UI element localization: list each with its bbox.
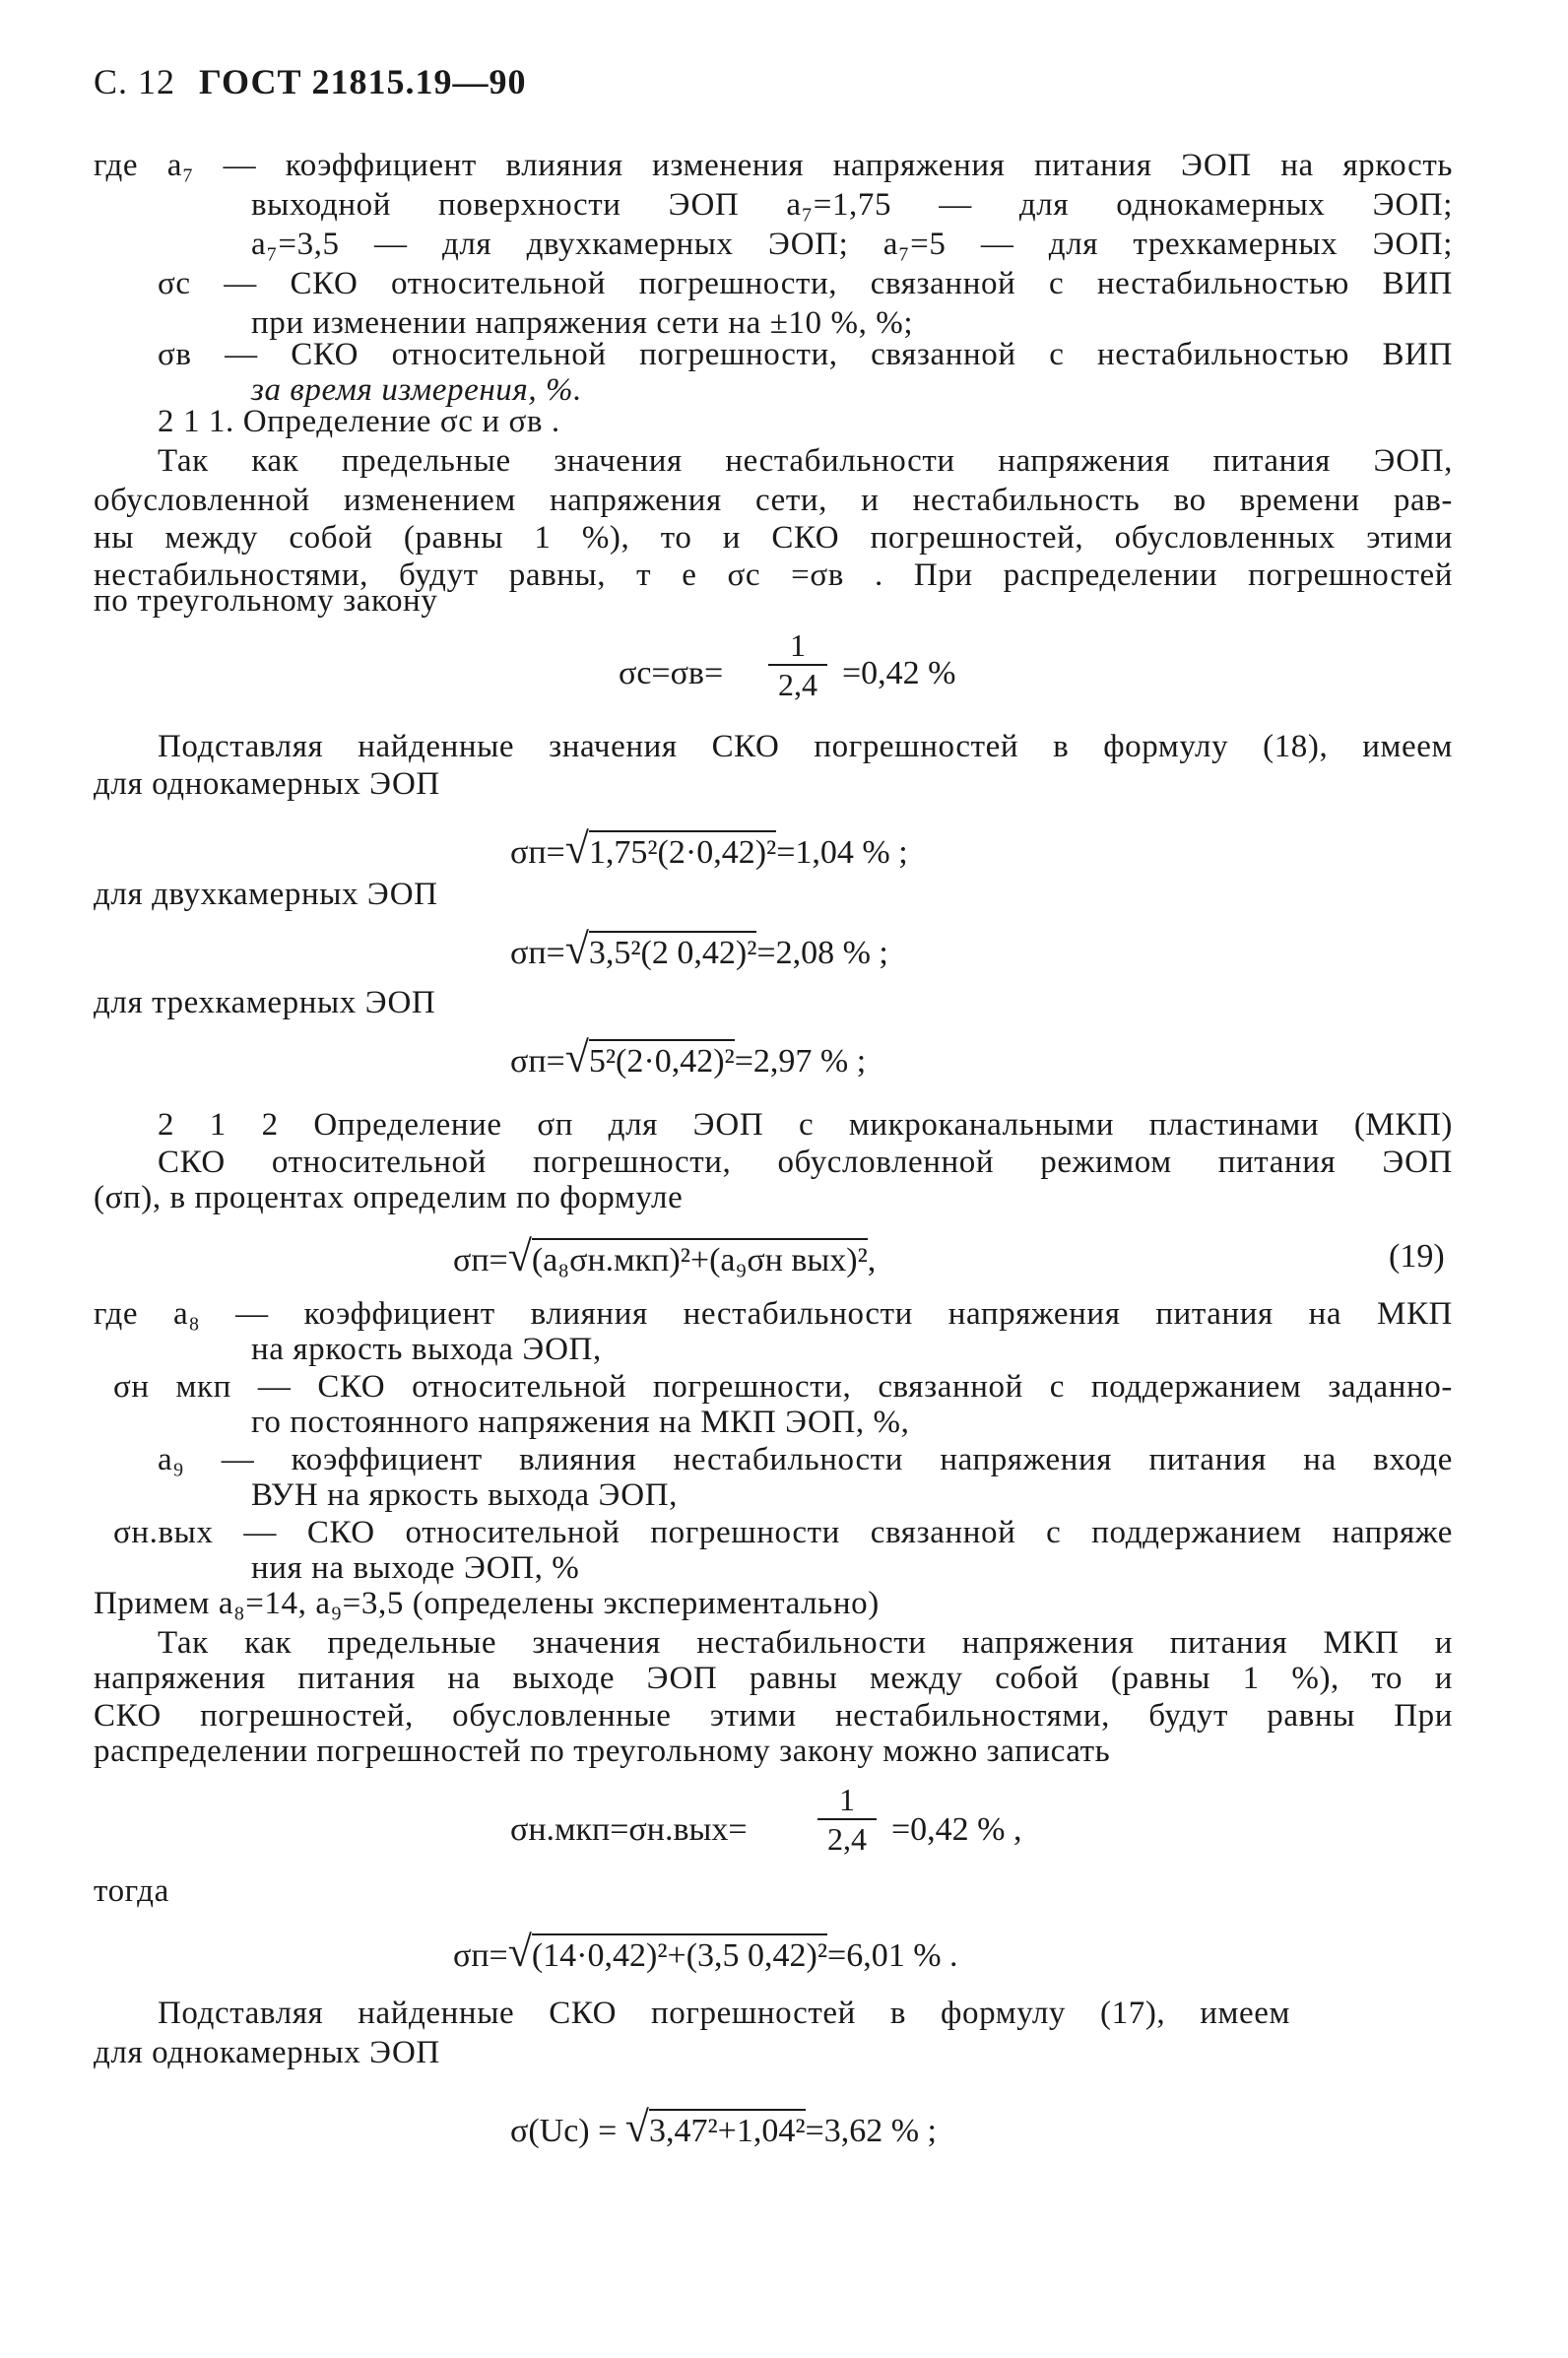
text-line: Подставляя найденные значения СКО погрешностей в формулу (18), имеем (158, 729, 1453, 764)
fraction (817, 1781, 877, 1858)
text-line: обусловленной изменением напряжения сети, и нестабильность во времени рав- (94, 483, 1453, 518)
sqrt-sign: √ (564, 925, 589, 973)
text-line: a₉ — коэффициент влияния нестабильности напряжения питания на входе (158, 1442, 1453, 1477)
equation-single-chamber (510, 824, 908, 873)
equation-rhs: =2,97 % ; (734, 1043, 867, 1080)
text-line: выходной поверхности ЭОП a₇=1,75 — для однокамерных ЭОП; (251, 187, 1453, 223)
text-line: при изменении напряжения сети на ±10 %, %; (251, 305, 914, 341)
equation-19 (453, 1232, 877, 1280)
radicand: 3,5²(2 0,42)² (589, 931, 757, 971)
text-line: за время измерения, %. (251, 372, 582, 408)
equation-result: =0,42 % (842, 655, 956, 691)
fraction-numerator: 1 (839, 1782, 855, 1817)
text-line: Примем a₈=14, a₉=3,5 (определены экспериментально) (94, 1586, 880, 1621)
text-line: СКО погрешностей, обусловленные этими нестабильностями, будут равны При (94, 1698, 1453, 1734)
text-line: ны между собой (равны 1 %), то и СКО погрешностей, обусловленных этими (94, 520, 1453, 556)
sqrt-sign: √ (507, 1232, 532, 1280)
equation-rhs: , (867, 1242, 877, 1278)
radicand: 1,75²(2·0,42)² (589, 830, 776, 871)
radicand: (14·0,42)²+(3,5 0,42)² (532, 1933, 827, 1974)
equation-sigma-c: σс=σв= (619, 655, 724, 691)
fraction-numerator: 1 (790, 627, 806, 663)
text-line: напряжения питания на выходе ЭОП равны между собой (равны 1 %), то и (94, 1661, 1453, 1696)
standard-code: ГОСТ 21815.19—90 (199, 62, 527, 101)
text-line: σс — СКО относительной погрешности, связанной с нестабильностью ВИП (158, 266, 1453, 301)
text-line: ния на выходе ЭОП, % (251, 1550, 580, 1586)
equation-lhs: σ(Uс) = (510, 2113, 618, 2149)
text-line: распределении погрешностей по треугольному закону можно записать (94, 1734, 1111, 1769)
text-line: для однокамерных ЭОП (94, 766, 440, 802)
text-line: для трехкамерных ЭОП (94, 985, 436, 1020)
text-line: ВУН на яркость выхода ЭОП, (251, 1477, 678, 1513)
text-line: нестабильностями, будут равны, т е σс =σв . При распределении погрешностей (94, 557, 1453, 593)
equation-sigma-uc (510, 2103, 937, 2151)
text-line: a₇=3,5 — для двухкамерных ЭОП; a₇=5 — для трехкамерных ЭОП; (251, 227, 1453, 262)
text-line: где a₈ — коэффициент влияния нестабильности напряжения питания на МКП (94, 1296, 1453, 1332)
text-line: Так как предельные значения нестабильности напряжения питания МКП и (158, 1625, 1453, 1661)
equation-lhs: σп= (510, 935, 565, 971)
equation-rhs: =1,04 % ; (776, 834, 908, 871)
equation-rhs: =6,01 % . (827, 1937, 958, 1974)
text-line: тогда (94, 1873, 169, 1909)
fraction-denominator: 2,4 (817, 1818, 877, 1858)
section-heading: 2 1 2 Определение σп для ЭОП с микроканальными пластинами (МКП) (158, 1107, 1453, 1143)
equation-lhs: σп= (510, 1043, 565, 1080)
radicand: 5²(2·0,42)² (589, 1039, 735, 1080)
equation-lhs: σп= (453, 1937, 508, 1974)
page-number: С. 12 (94, 62, 176, 101)
text-line: го постоянного напряжения на МКП ЭОП, %, (251, 1405, 910, 1440)
radicand: 3,47²+1,04² (649, 2109, 806, 2149)
sqrt-sign: √ (564, 824, 589, 873)
text-line: где a₇ — коэффициент влияния изменения напряжения питания ЭОП на яркость (94, 148, 1453, 183)
equation-rhs: =2,08 % ; (756, 935, 888, 971)
equation-mkp-result (453, 1928, 958, 1976)
text-line: Так как предельные значения нестабильности напряжения питания ЭОП, (158, 443, 1453, 479)
sqrt-sign: √ (624, 2103, 649, 2151)
fraction-denominator: 2,4 (768, 664, 827, 703)
text-line: (σп), в процентах определим по формуле (94, 1180, 684, 1215)
equation-sigma-mkp: σн.мкп=σн.вых= (510, 1811, 748, 1848)
text-line: σн мкп — СКО относительной погрешности, связанной с поддержанием заданно- (113, 1369, 1453, 1405)
equation-number: (19) (1389, 1238, 1445, 1275)
equation-lhs: σп= (510, 834, 565, 871)
fraction (768, 626, 827, 703)
section-heading: 2 1 1. Определение σс и σв . (158, 404, 560, 439)
text-line: по треугольному закону (94, 583, 438, 619)
text-line: для двухкамерных ЭОП (94, 877, 438, 912)
text-line: σн.вых — СКО относительной погрешности связанной с поддержанием напряже (113, 1515, 1453, 1550)
radicand: (a₈σн.мкп)²+(a₉σн вых)² (532, 1238, 868, 1278)
equation-triple-chamber (510, 1033, 867, 1081)
equation-result: =0,42 % , (891, 1811, 1022, 1848)
sqrt-sign: √ (507, 1928, 532, 1976)
equation-lhs: σп= (453, 1242, 508, 1278)
sqrt-sign: √ (564, 1033, 589, 1081)
equation-rhs: =3,62 % ; (805, 2113, 937, 2149)
text-line: Подставляя найденные СКО погрешностей в формулу (17), имеем (158, 1996, 1290, 2031)
text-line: на яркость выхода ЭОП, (251, 1332, 602, 1367)
text-line: СКО относительной погрешности, обусловленной режимом питания ЭОП (158, 1145, 1453, 1180)
text-line: для однокамерных ЭОП (94, 2035, 440, 2070)
text-line: σв — СКО относительной погрешности, связанной с нестабильностью ВИП (158, 337, 1453, 372)
page-header (94, 61, 526, 102)
equation-double-chamber (510, 925, 888, 973)
